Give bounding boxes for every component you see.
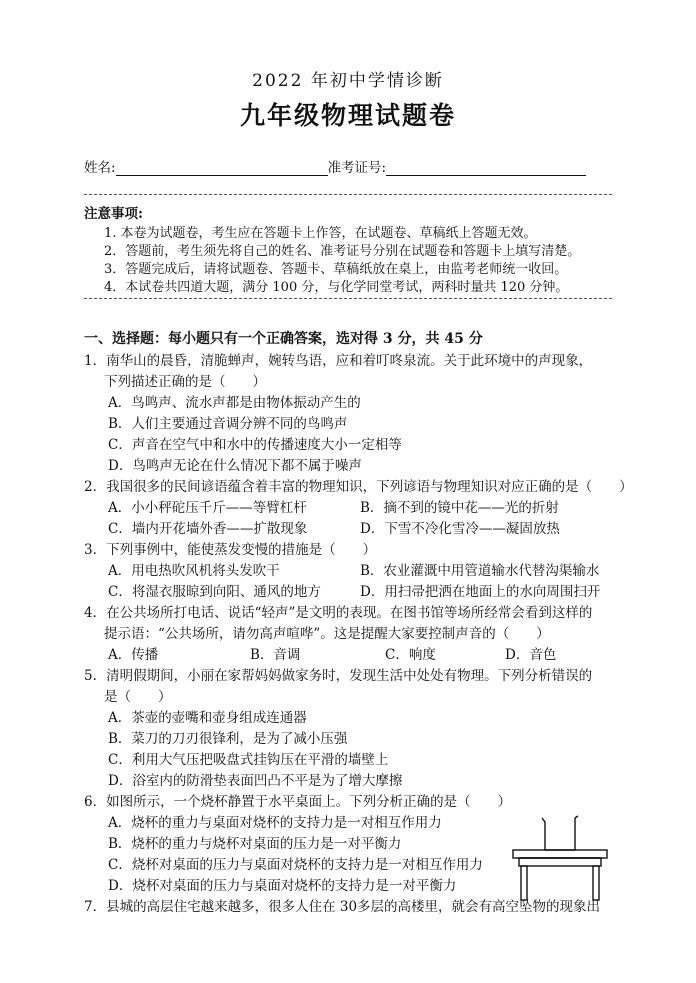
q6-option-d: D．烧杯对桌面的压力与桌面对烧杯的支持力是一对平衡力 [108,878,457,894]
divider-bottom [84,298,612,299]
q6-stem: 6．如图所示，一个烧杯静置于水平桌面上。下列分析正确的是（ ） [84,794,512,810]
notice-item: 4．本试卷共四道大题，满分 100 分，与化学同堂考试，两科时量共 120 分钟。 [104,280,569,295]
q4-stem: 4．在公共场所打电话、说话“轻声”是文明的表现。在图书馆等场所经常会看到这样的 [84,605,593,621]
q4-stem-cont: 提示语：“公共场所，请勿高声喧哗”。这是提醒大家要控制声音的（ ） [104,626,550,642]
id-label: 准考证号: [327,160,387,176]
q3-option-a: A．用电热吹风机将头发吹干 [108,563,280,579]
q1-stem-cont: 下列描述正确的是（ ） [104,374,266,390]
exam-title: 2022 年初中学情诊断 [252,71,444,91]
q2-option-b: B．摘不到的镜中花——光的折射 [360,500,559,516]
q6-option-b: B．烧杯的重力与烧杯对桌面的压力是一对平衡力 [108,836,402,852]
paper-title: 九年级物理试题卷 [239,101,456,130]
q3-stem: 3．下列事例中，能使蒸发变慢的措施是（ ） [84,542,377,558]
q2-option-a: A．小小秤砣压千斤——等臂杠杆 [108,500,307,516]
beaker-on-table-figure [505,808,615,908]
table-top [513,850,607,858]
q4-option-c: C．响度 [385,647,436,663]
q6-option-a: A．烧杯的重力与桌面对烧杯的支持力是一对相互作用力 [108,815,442,831]
q5-option-d: D．浴室内的防滑垫表面凹凸不平是为了增大摩擦 [108,773,403,789]
q2-stem: 2．我国很多的民间谚语蕴含着丰富的物理知识，下列谚语与物理知识对应正确的是（ ） [84,479,633,495]
q3-option-b: B．农业灌溉中用管道输水代替沟渠输水 [360,563,600,579]
q5-stem: 5．清明假期间，小丽在家帮妈妈做家务时，发现生活中处处有物理。下列分析错误的 [84,668,593,684]
beaker-spout [575,816,578,818]
q1-stem: 1．南华山的晨昏，清脆蝉声，婉转鸟语，应和着叮咚泉流。关于此环境中的声现象， [84,353,593,369]
q1-option-b: B．人们主要通过音调分辨不同的鸟鸣声 [108,416,348,432]
candidate-fields [84,156,586,176]
q2-option-c: C．墙内开花墙外香——扩散现象 [108,521,308,537]
q5-stem-cont: 是（ ） [104,689,172,705]
q1-option-c: C．声音在空气中和水中的传播速度大小一定相等 [108,437,402,453]
q5-option-a: A．茶壶的壶嘴和壶身组成连通器 [108,710,307,726]
q1-option-d: D．鸟鸣声无论在什么情况下都不属于噪声 [108,458,362,474]
q6-option-c: C．烧杯对桌面的压力与桌面对烧杯的支持力是一对相互作用力 [108,857,483,873]
table-apron [519,858,601,866]
q7-stem: 7．县城的高层住宅越来越多，很多人住在 30多层的高楼里，就会有高空坠物的现象出 [84,899,601,915]
notice-item: 2．答题前，考生须先将自己的姓名、准考证号分别在试题卷和答题卡上填写清楚。 [104,244,581,259]
section-title: 一、选择题：每小题只有一个正确答案，选对得 3 分，共 45 分 [84,331,483,347]
q4-option-b: B．音调 [250,647,301,663]
name-field[interactable] [116,161,328,176]
q4-option-d: D．音色 [505,647,557,663]
q3-option-c: C．将湿衣服晾到向阳、通风的地方 [108,584,321,600]
q5-option-b: B．菜刀的刀刃很锋利，是为了减小压强 [108,731,348,747]
notice-item: 3．答题完成后，请将试题卷、答题卡、草稿纸放在桌上，由监考老师统一收回。 [104,262,568,277]
id-field[interactable] [386,161,586,176]
q3-option-d: D．用扫帚把洒在地面上的水向周围扫开 [360,584,601,600]
notice-title: 注意事项: [84,206,143,222]
q5-option-c: C．利用大气压把吸盘式挂钩压在平滑的墙壁上 [108,752,389,768]
q2-option-d: D．下雪不冷化雪冷——凝固放热 [360,521,560,537]
q1-option-a: A．鸟鸣声、流水声都是由物体振动产生的 [108,395,361,411]
divider-top [84,194,612,195]
name-label: 姓名: [84,160,116,176]
q4-option-a: A．传播 [108,647,159,663]
beaker-outline [542,818,575,850]
notice-item: 1. 本卷为试题卷，考生应在答题卡上作答，在试题卷、草稿纸上答题无效。 [104,226,537,241]
